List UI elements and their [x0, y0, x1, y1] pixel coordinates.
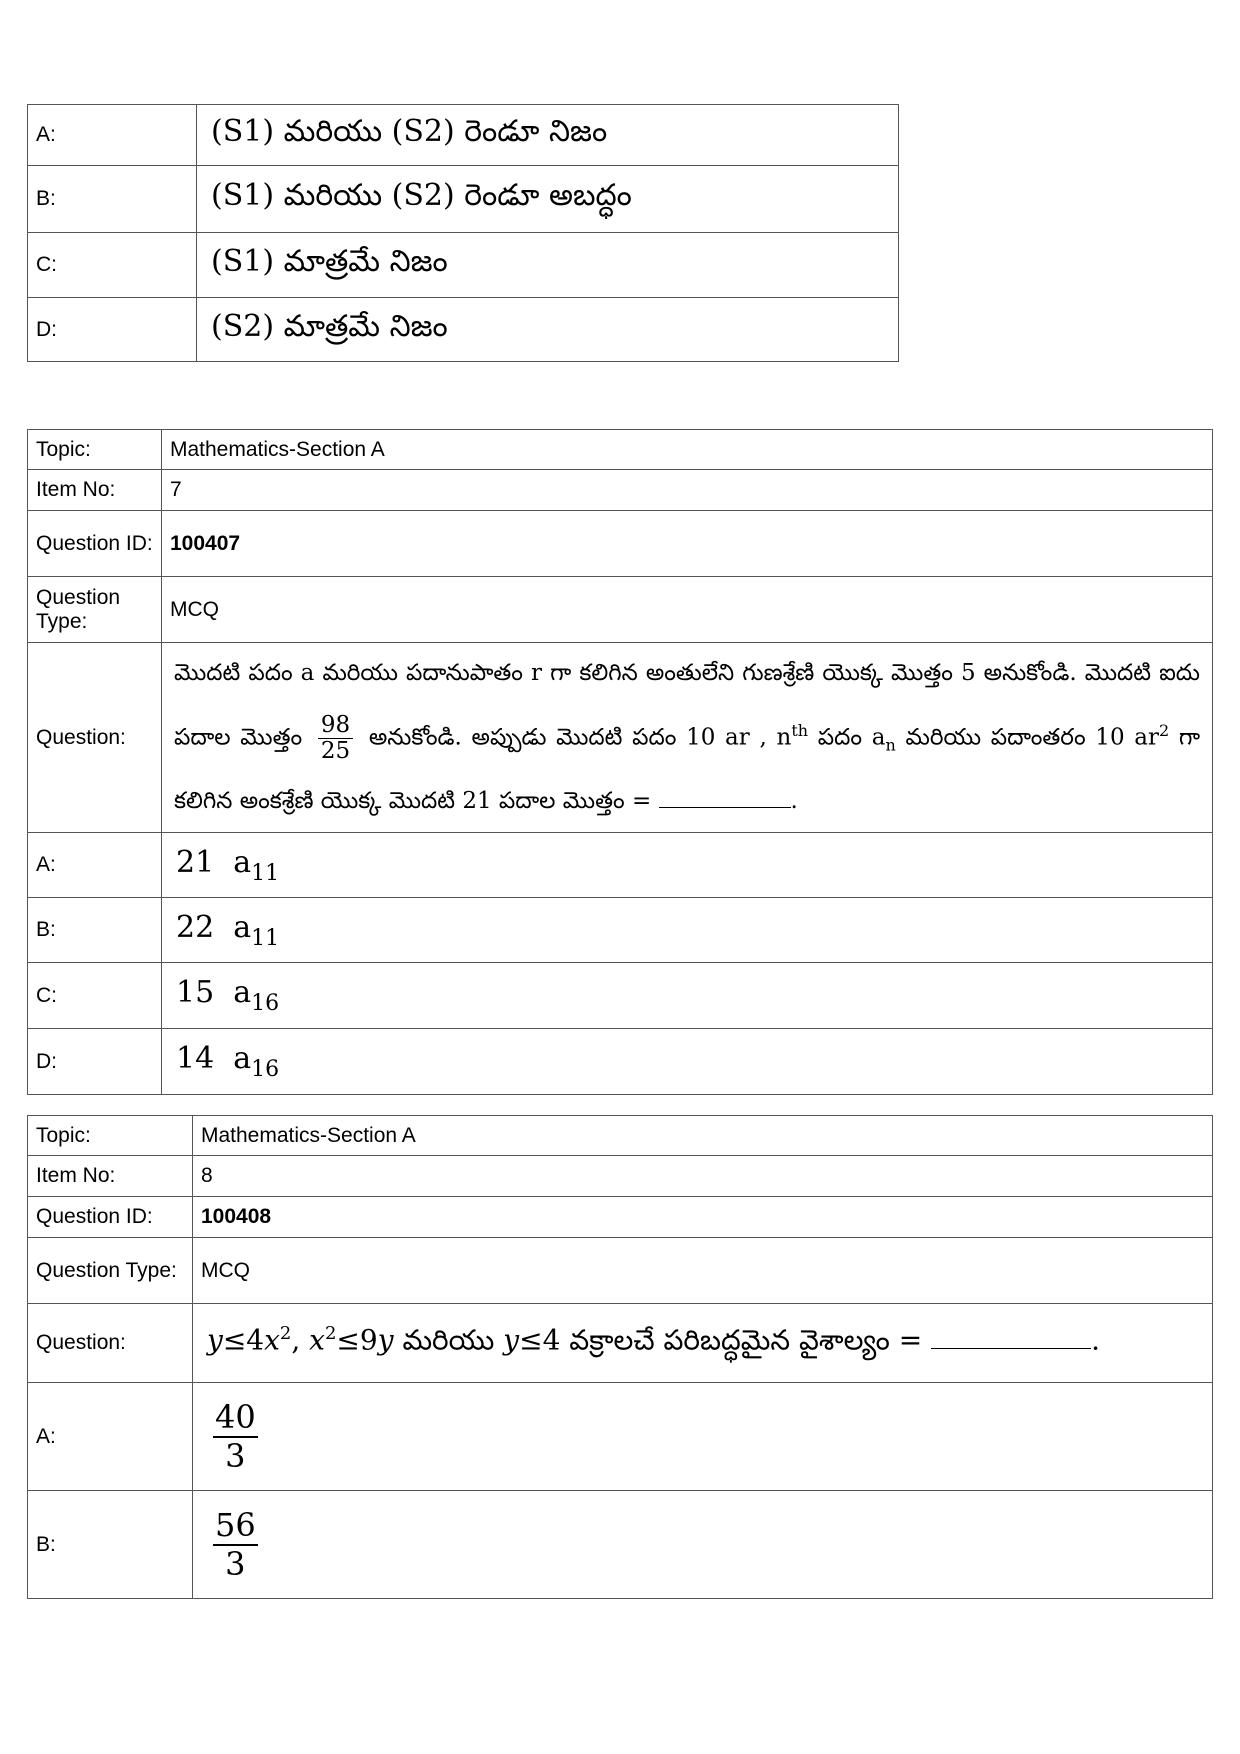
option-text — [162, 833, 1213, 898]
option-subscript: 16 — [251, 1057, 280, 1083]
answer-blank — [931, 1332, 1091, 1349]
math-var: x — [309, 1323, 325, 1357]
option-row — [28, 833, 1213, 898]
question-part: గా కలిగిన అంకశ్రేణి యొక్క మొదటి 21 పదాల మొత్తం = — [174, 724, 1201, 815]
question-row — [28, 1304, 1213, 1383]
option-label: D: — [28, 298, 197, 362]
qid-value: 100407 — [162, 511, 1213, 577]
math-superscript: 2 — [324, 1322, 337, 1344]
option-variable: a — [233, 975, 252, 1011]
option-label: A: — [28, 833, 162, 898]
option-text: (S1) మరియు (S2) రెండూ నిజం — [197, 105, 899, 166]
qtype-value: MCQ — [193, 1238, 1213, 1304]
option-text — [193, 1491, 1213, 1599]
option-subscript: 11 — [251, 860, 280, 886]
option-variable: a — [233, 844, 252, 880]
topic-row — [28, 430, 1213, 470]
fraction-denominator: 25 — [320, 738, 351, 765]
option-row — [28, 1383, 1213, 1491]
item-row — [28, 1156, 1213, 1197]
question-row — [28, 643, 1213, 833]
qid-row — [28, 1197, 1213, 1238]
question-part: వక్రాలచే పరిబద్ధమైన వైశాల్యం = — [569, 1323, 923, 1357]
question-part: మరియు — [402, 1323, 495, 1357]
option-text: (S1) మరియు (S2) రెండూ అబద్ధం — [197, 166, 899, 233]
math-var: y — [377, 1323, 394, 1357]
math-var: x — [264, 1323, 280, 1357]
option-label: C: — [28, 963, 162, 1029]
option-row — [28, 1029, 1213, 1095]
option-text — [193, 1383, 1213, 1491]
a-subscript: n — [885, 735, 896, 755]
option-text — [162, 963, 1213, 1029]
item-label: Item No: — [28, 470, 162, 511]
math-op: ≤4 — [519, 1323, 561, 1357]
item-row — [28, 470, 1213, 511]
option-label: C: — [28, 233, 197, 298]
end-period: . — [790, 788, 798, 815]
option-coefficient: 22 — [176, 909, 215, 945]
option-row — [28, 233, 899, 298]
option-coefficient: 21 — [176, 844, 215, 880]
option-label: A: — [28, 105, 197, 166]
qtype-row — [28, 577, 1213, 643]
option-text: (S2) మాత్రమే నిజం — [197, 298, 899, 362]
n-symbol: n — [776, 724, 792, 751]
option-label: B: — [28, 898, 162, 963]
question-text — [162, 643, 1213, 833]
option-coefficient: 14 — [176, 1041, 215, 1077]
option-row — [28, 898, 1213, 963]
option-row — [28, 298, 899, 362]
item-label: Item No: — [28, 1156, 193, 1197]
qid-row — [28, 511, 1213, 577]
option-label: D: — [28, 1029, 162, 1095]
math-superscript: 2 — [279, 1322, 292, 1344]
fraction — [318, 713, 353, 765]
option-label: B: — [28, 166, 197, 233]
question-part: మరియు పదాంతరం 10 ar — [905, 724, 1159, 751]
option-row — [28, 963, 1213, 1029]
option-label: A: — [28, 1383, 193, 1491]
option-label: B: — [28, 1491, 193, 1599]
option-text — [162, 898, 1213, 963]
math-comma: , — [291, 1323, 301, 1357]
option-fraction — [213, 1507, 258, 1583]
topic-row — [28, 1116, 1213, 1156]
topic-label: Topic: — [28, 1116, 193, 1156]
item-value: 7 — [162, 470, 1213, 511]
qid-value: 100408 — [193, 1197, 1213, 1238]
question-table-7 — [27, 429, 1213, 1095]
fraction-numerator: 56 — [215, 1505, 256, 1544]
fraction-numerator: 40 — [215, 1397, 256, 1436]
math-op: ≤4 — [222, 1323, 265, 1357]
math-op: ≤9 — [336, 1323, 378, 1357]
option-row — [28, 1491, 1213, 1599]
fraction-numerator: 98 — [318, 713, 353, 739]
question-text — [193, 1304, 1213, 1383]
option-fraction — [213, 1399, 258, 1475]
item-value: 8 — [193, 1156, 1213, 1197]
topic-value: Mathematics-Section A — [193, 1116, 1213, 1156]
answer-blank — [659, 789, 791, 808]
option-text: (S1) మాత్రమే నిజం — [197, 233, 899, 298]
question-table-8 — [27, 1115, 1213, 1599]
qid-label: Question ID: — [28, 511, 162, 577]
qtype-label: Question Type: — [28, 1238, 193, 1304]
option-subscript: 16 — [251, 991, 280, 1017]
option-text — [162, 1029, 1213, 1095]
option-subscript: 11 — [251, 925, 280, 951]
th-superscript: th — [791, 721, 809, 740]
question-part: పదం — [817, 724, 863, 751]
math-var: y — [503, 1323, 520, 1357]
qtype-row — [28, 1238, 1213, 1304]
option-coefficient: 15 — [176, 975, 215, 1011]
option-variable: a — [233, 1041, 252, 1077]
options-table-prev — [27, 104, 899, 362]
question-label: Question: — [28, 643, 162, 833]
end-period: . — [1091, 1323, 1101, 1357]
math-var: y — [207, 1323, 223, 1357]
fraction-denominator: 3 — [225, 1436, 246, 1475]
option-row — [28, 166, 899, 233]
qtype-label: Question Type: — [28, 577, 162, 643]
square-superscript: 2 — [1158, 721, 1170, 740]
option-row — [28, 105, 899, 166]
qid-label: Question ID: — [28, 1197, 193, 1238]
question-part: మొదటి పదం a మరియు పదానుపాతం r గా కలిగిన అంతులేని గుణశ్రేణి యొక్క మొత్తం 5 అనుకోండి. మొదటి ఐదు పదాల మొత్తం — [174, 660, 1200, 751]
topic-value: Mathematics-Section A — [162, 430, 1213, 470]
fraction-denominator: 3 — [225, 1544, 246, 1583]
question-part: అనుకోండి. అప్పుడు మొదటి పదం 10 ar , — [368, 724, 767, 751]
a-symbol: a — [871, 724, 886, 751]
topic-label: Topic: — [28, 430, 162, 470]
option-variable: a — [233, 909, 252, 945]
question-label: Question: — [28, 1304, 193, 1383]
qtype-value: MCQ — [162, 577, 1213, 643]
